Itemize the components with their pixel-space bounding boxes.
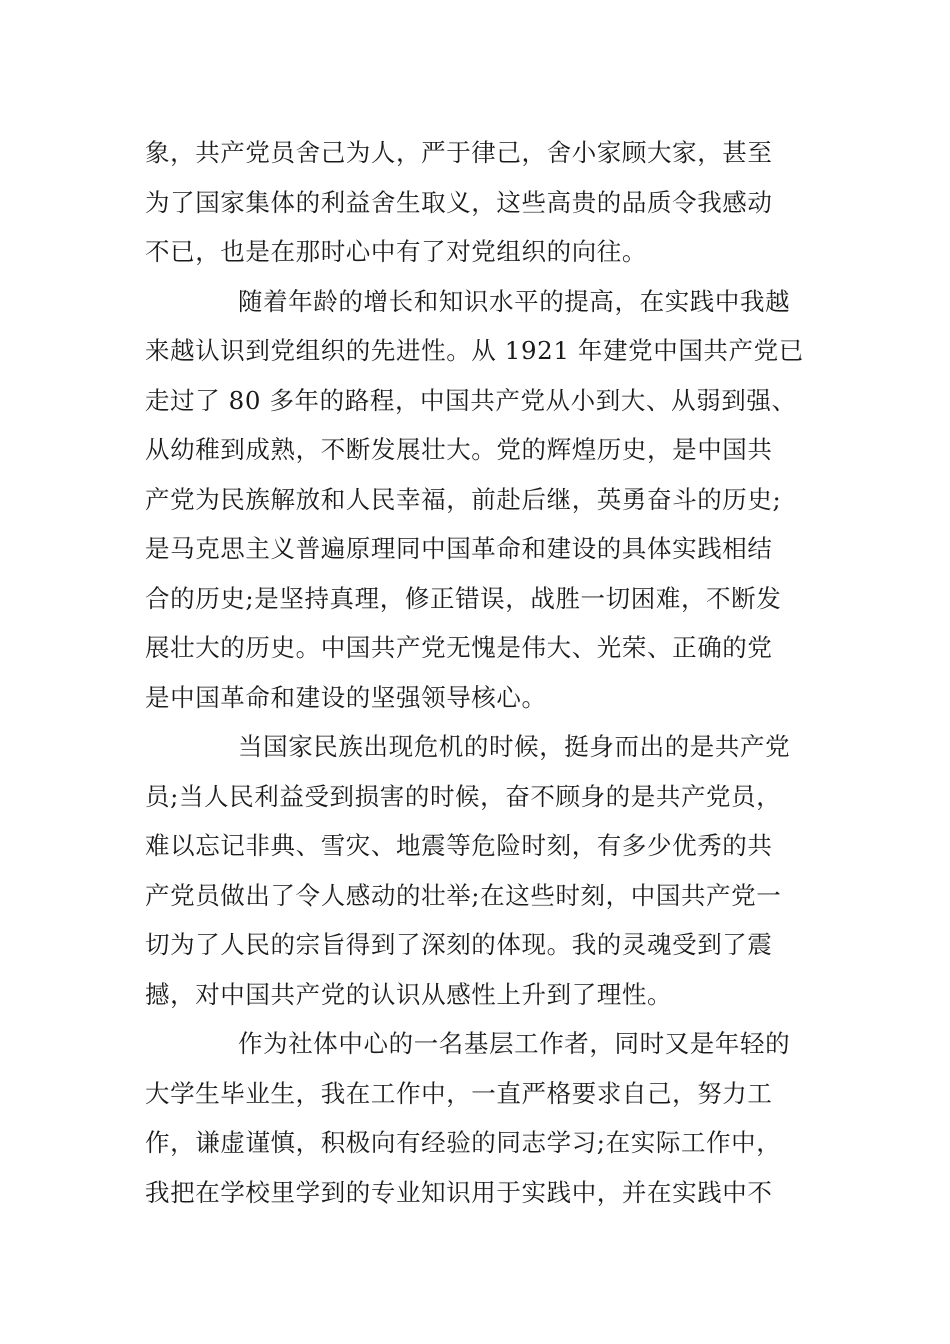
text-line: 切为了人民的宗旨得到了深刻的体现。我的灵魂受到了震	[145, 930, 773, 959]
text-line: 展壮大的历史。中国共产党无愧是伟大、光荣、正确的党	[145, 633, 773, 662]
paragraph	[145, 1019, 807, 1217]
text-line: 难以忘记非典、雪灾、地震等危险时刻，有多少优秀的共	[145, 831, 773, 860]
text-line: 是中国革命和建设的坚强领导核心。	[145, 682, 547, 712]
text-line: 不已，也是在那时心中有了对党组织的向往。	[145, 237, 647, 266]
text-line: 员;当人民利益受到损害的时候，奋不顾身的是共产党员，	[145, 781, 782, 811]
text-line: 作，谦虚谨慎，积极向有经验的同志学习;在实际工作中，	[145, 1128, 782, 1157]
paragraph	[145, 722, 807, 1019]
text-line: 从幼稚到成熟，不断发展壮大。党的辉煌历史，是中国共	[145, 435, 773, 464]
paragraph	[145, 128, 807, 277]
text-line: 随着年龄的增长和知识水平的提高，在实践中我越	[238, 286, 791, 316]
text-line: 我把在学校里学到的专业知识用于实践中，并在实践中不	[145, 1177, 773, 1207]
text-line: 合的历史;是坚持真理，修正错误，战胜一切困难，不断发	[145, 583, 782, 613]
text-line: 象，共产党员舍己为人，严于律己，舍小家顾大家，甚至	[145, 138, 773, 167]
text-line: 为了国家集体的利益舍生取义，这些高贵的品质令我感动	[145, 187, 773, 217]
paragraph	[145, 277, 807, 723]
text-line: 产党员做出了令人感动的壮举;在这些时刻，中国共产党一	[145, 880, 782, 910]
document-body	[145, 128, 807, 1217]
text-line: 来越认识到党组织的先进性。从 1921 年建党中国共产党已	[145, 336, 804, 365]
text-line: 产党为民族解放和人民幸福，前赴后继，英勇奋斗的历史;	[145, 484, 782, 514]
text-line: 是马克思主义普遍原理同中国革命和建设的具体实践相结	[145, 534, 773, 563]
text-line: 走过了 80 多年的路程，中国共产党从小到大、从弱到强、	[145, 385, 797, 415]
text-line: 撼，对中国共产党的认识从感性上升到了理性。	[145, 979, 673, 1009]
text-line: 当国家民族出现危机的时候，挺身而出的是共产党	[238, 732, 791, 761]
text-line: 作为社体中心的一名基层工作者，同时又是年轻的	[238, 1029, 791, 1058]
text-line: 大学生毕业生，我在工作中，一直严格要求自己，努力工	[145, 1078, 773, 1108]
